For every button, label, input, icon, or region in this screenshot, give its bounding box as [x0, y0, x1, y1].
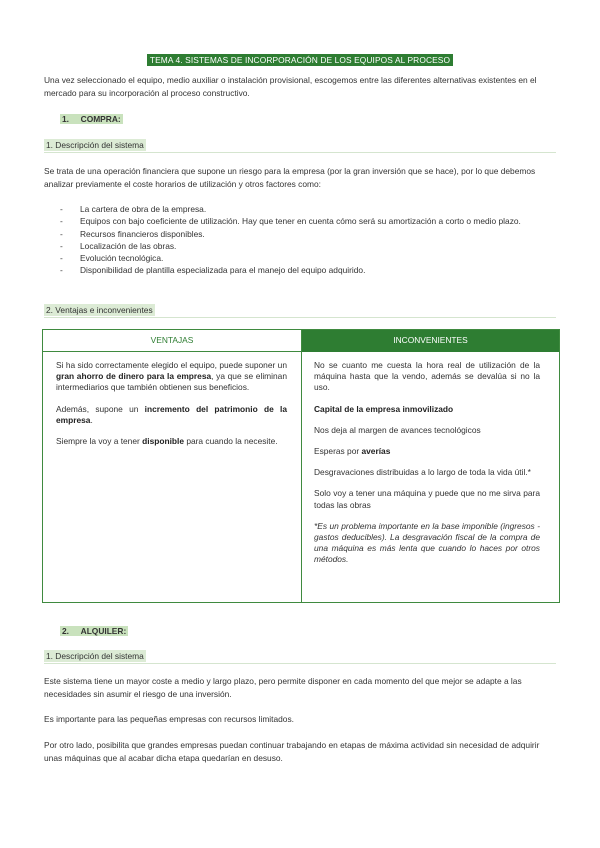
- table-header-ventajas: VENTAJAS: [43, 330, 302, 352]
- subsection-heading: 2. Ventajas e inconvenientes: [46, 305, 153, 315]
- list-item: - Localización de las obras.: [60, 240, 556, 252]
- column-divider: [301, 351, 302, 602]
- table-paragraph: Además, supone un incremento del patrimonio de la empresa.: [56, 403, 288, 425]
- pros-cons-table: [42, 329, 560, 603]
- section-title: ALQUILER:: [80, 626, 127, 636]
- table-paragraph: Siempre la voy a tener disponible para cuando la necesite.: [56, 436, 278, 447]
- table-paragraph: Desgravaciones distribuidas a lo largo de toda la vida útil.*: [314, 467, 531, 478]
- page-title-text: TEMA 4. SISTEMAS DE INCORPORACIÓN DE LOS EQUIPOS AL PROCESO: [147, 54, 453, 66]
- alquiler-paragraph: Por otro lado, posibilita que grandes empresas puedan continuar trabajando en etapas de máxima actividad sin necesidad de adquirir unas máquinas que al acabar dicha etapa quedarían en desuso.: [44, 740, 540, 763]
- table-paragraph: Solo voy a tener una máquina y puede que no me sirva para todas las obras: [314, 488, 540, 510]
- table-paragraph: Si ha sido correctamente elegido el equipo, puede suponer un gran ahorro de dinero para la empresa, ya que se eliminan intermediarios que también obtienen sus beneficios.: [56, 360, 287, 393]
- list-item: - Evolución tecnológica.: [60, 252, 556, 264]
- alquiler-paragraph: Es importante para las pequeñas empresas con recursos limitados.: [44, 714, 294, 724]
- subsection-heading: 1. Descripción del sistema: [46, 651, 144, 661]
- table-paragraph: No se cuanto me cuesta la hora real de utilización de la máquina hasta que la vendo, además se devalúa si no la uso.: [314, 360, 540, 393]
- page-title: [0, 50, 600, 68]
- section-number: 2.: [62, 626, 69, 636]
- section-number: 1.: [62, 114, 69, 124]
- intro-paragraph: Una vez seleccionado el equipo, medio auxiliar o instalación provisional, escogemos entre las diferentes alternativas existentes en el mercado para su incorporación al proceso constructivo.: [44, 75, 537, 98]
- section-title: COMPRA:: [80, 114, 121, 124]
- description-paragraph: Se trata de una operación financiera que supone un riesgo para la empresa (por la gran inversión que se hace), por lo que debemos analizar previamente el coste horarios de utilización y otros factores como:: [44, 166, 536, 189]
- ventajas-cell: [56, 360, 287, 457]
- alquiler-paragraph: Este sistema tiene un mayor coste a medio y largo plazo, pero permite disponer en cada momento del que mejor se adapte a las necesidades sin asumir el riesgo de una inversión.: [44, 676, 522, 699]
- table-header-inconvenientes: INCONVENIENTES: [302, 330, 559, 352]
- table-paragraph: Esperas por averías: [314, 446, 391, 457]
- section-heading-alquiler: [60, 626, 128, 636]
- list-item: - Equipos con bajo coeficiente de utilización. Hay que tener en cuenta cómo será su amortización a corto o medio plazo.: [60, 215, 556, 227]
- section-divider: [44, 152, 556, 153]
- factor-list: [60, 203, 556, 277]
- section-divider: [44, 663, 556, 664]
- subsection-heading: 1. Descripción del sistema: [46, 140, 144, 150]
- table-footnote: *Es un problema importante en la base imponible (ingresos - gastos deducibles). La desgravación fiscal de la compra de una máquina es más lenta que cuando lo haces por otros métodos.: [314, 520, 540, 565]
- list-item: - Disponibilidad de plantilla especializada para el manejo del equipo adquirido.: [60, 264, 556, 276]
- section-heading-compra: [60, 114, 123, 124]
- list-item: - La cartera de obra de la empresa.: [60, 203, 556, 215]
- inconvenientes-cell: [314, 360, 540, 576]
- table-paragraph: Nos deja al margen de avances tecnológicos: [314, 424, 481, 435]
- table-paragraph: Capital de la empresa inmovilizado: [314, 403, 454, 414]
- section-divider: [44, 317, 556, 318]
- list-item: - Recursos financieros disponibles.: [60, 228, 556, 240]
